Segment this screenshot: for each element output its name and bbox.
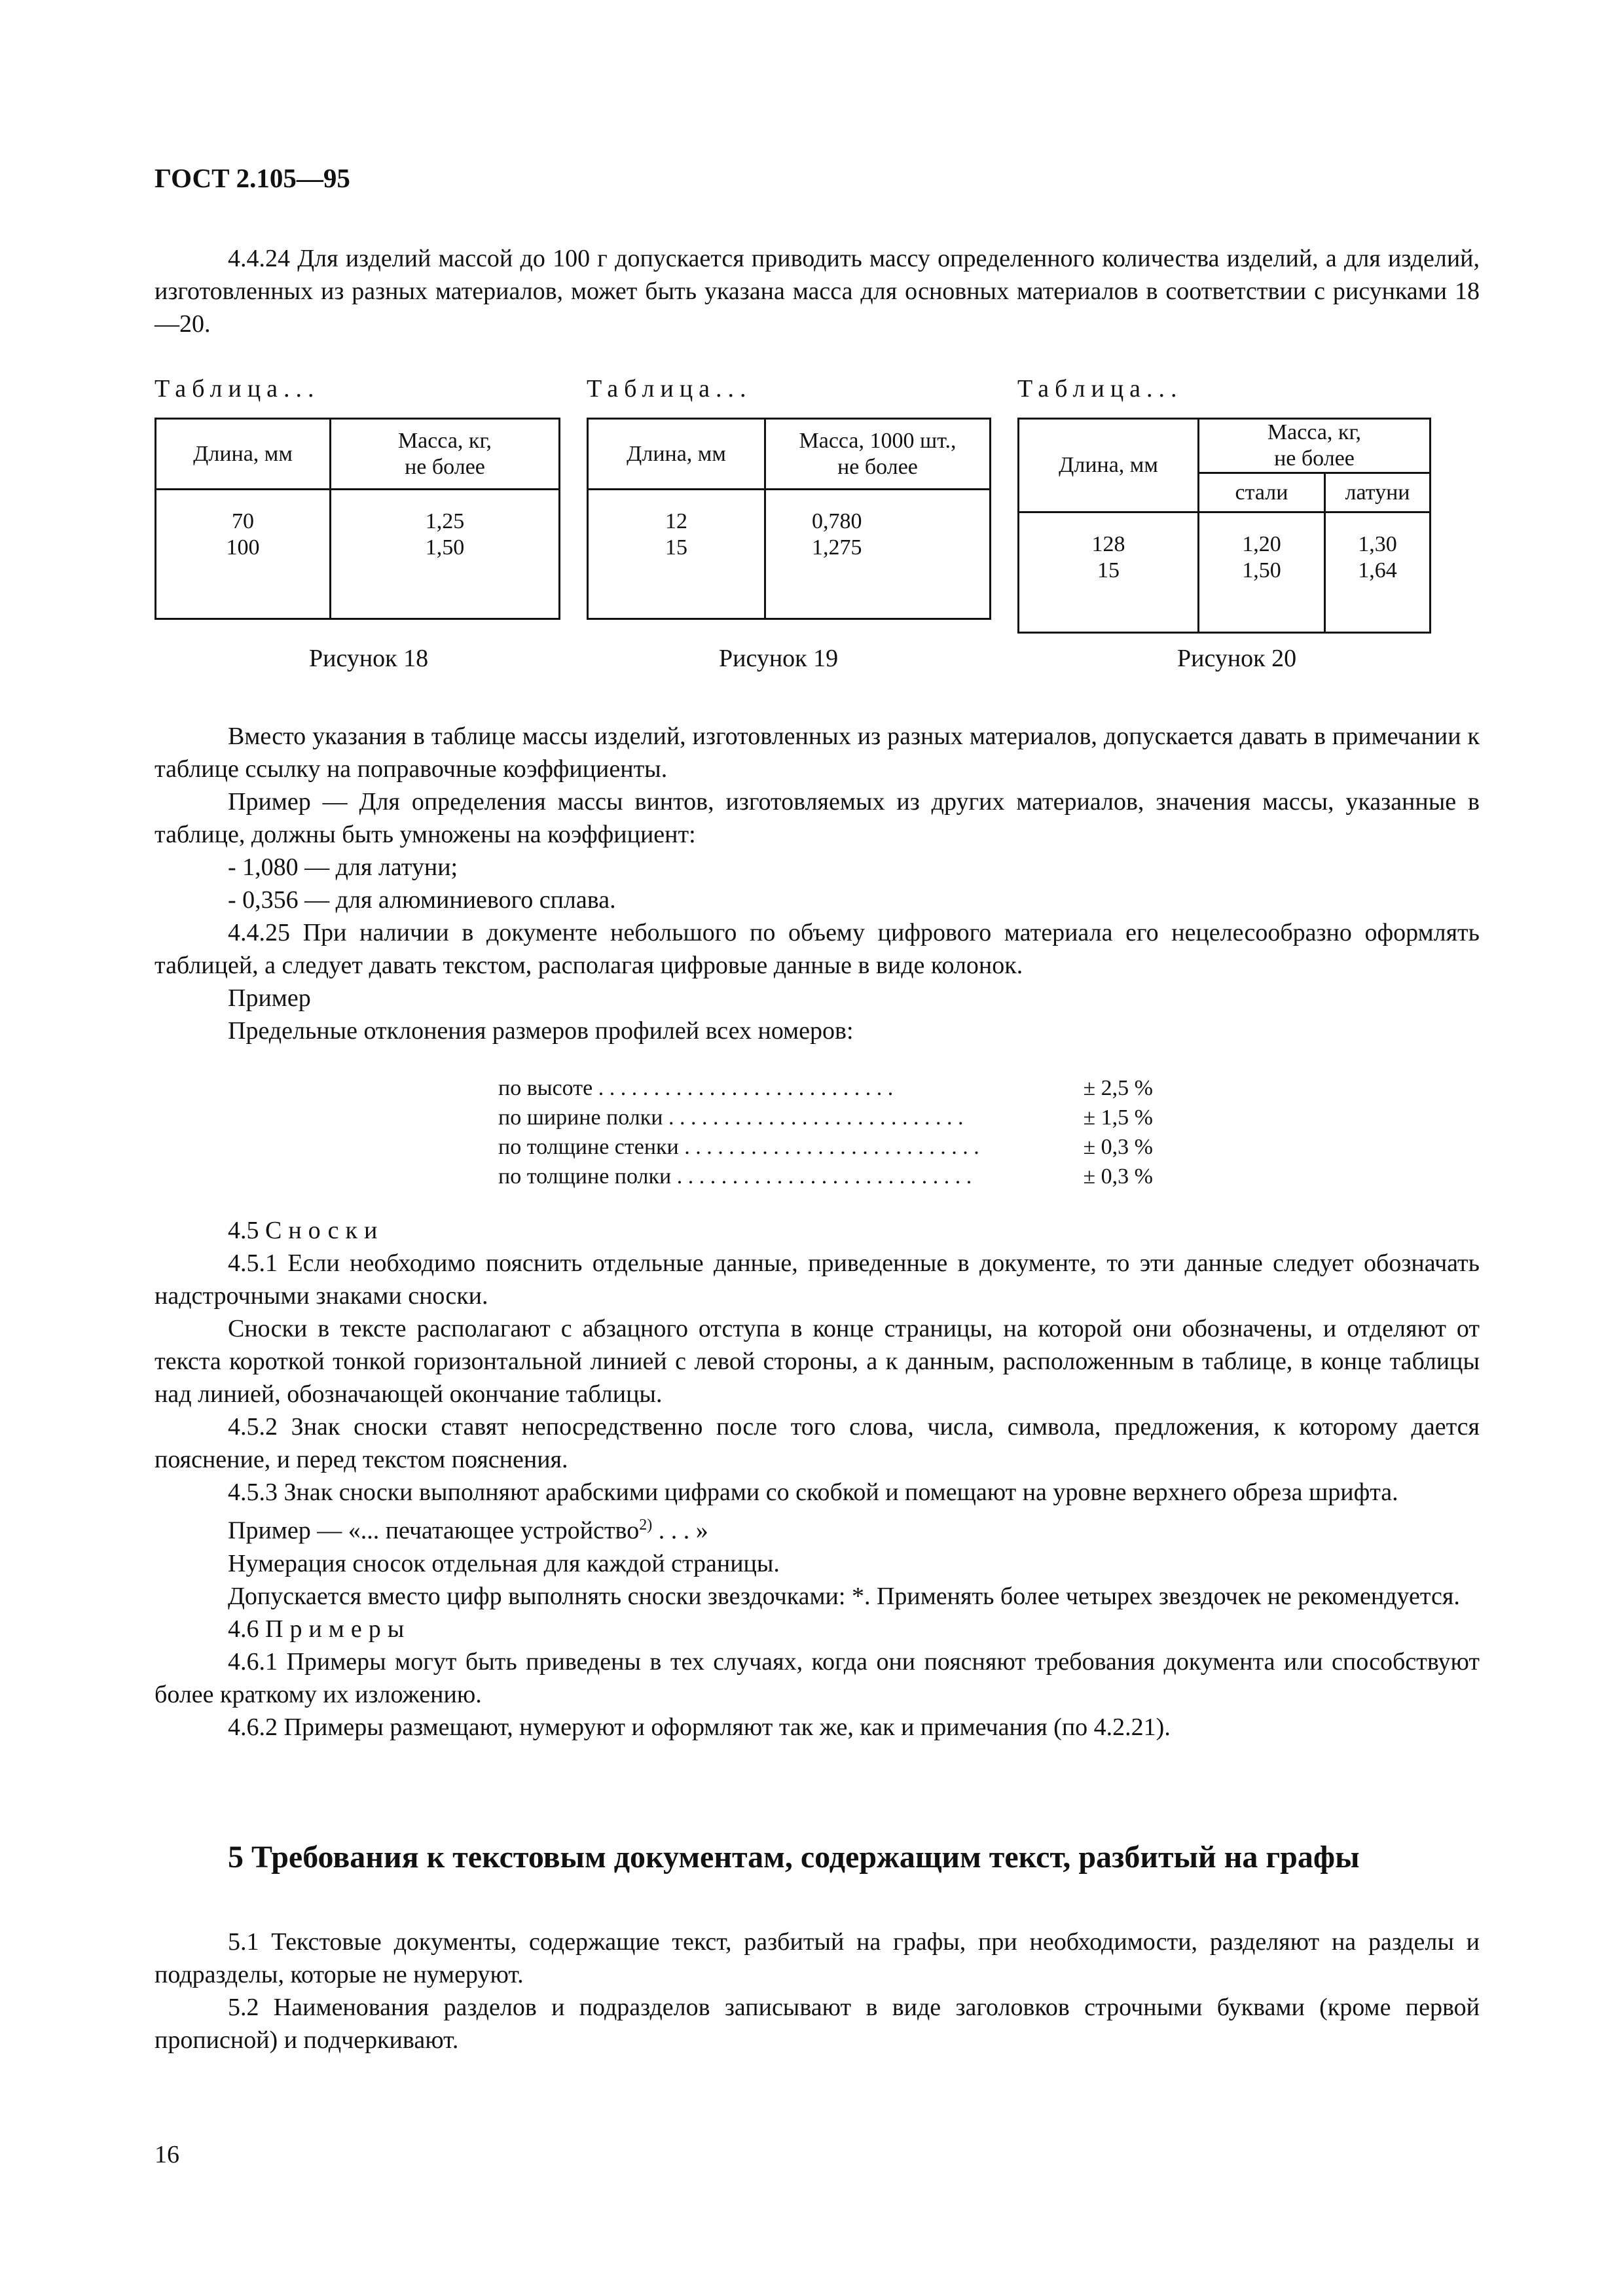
heading-4-5: 4.5 Сноски: [228, 1217, 384, 1244]
footnotes-and-examples-section: [155, 1214, 1480, 1744]
deviations-list: [498, 1073, 1153, 1191]
table-1-cell-length: 70 100: [156, 490, 331, 619]
paragraph-example-label: Пример: [228, 984, 311, 1012]
example-table-1: [155, 418, 560, 620]
paragraph-4-5-3: 4.5.3 Знак сноски выполняют арабскими цифрами со скобкой и помещают на уровне верхнего обреза шрифта.: [228, 1479, 1398, 1506]
paragraph-footnote-placement: Сноски в тексте располагают с абзацного отступа в конце страницы, на которой они обозначены, и отделяют от текста короткой тонкой горизонтальной линией с левой стороны, а к данным, расположенным в таблице, в конце таблицы над линией, обозначающей окончание таблицы.: [155, 1315, 1480, 1408]
table-3-header-length: Длина, мм: [1019, 419, 1199, 512]
deviation-row: [498, 1132, 1153, 1162]
deviation-value: ± 2,5 %: [1083, 1076, 1153, 1100]
deviation-row: [498, 1073, 1153, 1103]
deviation-value: ± 0,3 %: [1083, 1135, 1153, 1159]
deviation-row: [498, 1103, 1153, 1132]
paragraph-5-2: 5.2 Наименования разделов и подразделов записывают в виде заголовков строчными буквами (кроме первой прописной) и подчеркивают.: [155, 1994, 1480, 2054]
heading-4-6: 4.6 Примеры: [228, 1615, 411, 1643]
table-3-subheader-brass: латуни: [1325, 473, 1431, 512]
deviation-value: ± 0,3 %: [1083, 1164, 1153, 1189]
example-table-2: [587, 418, 991, 620]
deviation-label: по толщине полки . . . . . . . . . . . . . . . . . . . . . . . . . . .: [498, 1164, 972, 1189]
document-page: [155, 0, 1480, 2296]
paragraph-deviations-intro: Предельные отклонения размеров профилей всех номеров:: [228, 1017, 854, 1045]
example-table-3: [1017, 418, 1431, 634]
table-3-header-mass: Масса, кг, не более: [1199, 419, 1431, 473]
deviation-row: [498, 1162, 1153, 1191]
intro-section: [155, 242, 1480, 340]
paragraph-footnote-example: Пример — «... печатающее устройство$^{2)}$ . . . »: [228, 1516, 708, 1545]
list-item-brass: - 1,080 — для латуни;: [228, 853, 458, 881]
mass-note-section: [155, 720, 1480, 1047]
table-3-cell-length: 128 15: [1019, 512, 1199, 633]
table-3-cell-steel: 1,20 1,50: [1199, 512, 1325, 633]
document-header: ГОСТ 2.105—95: [155, 163, 350, 193]
paragraph-4-5-1: 4.5.1 Если необходимо пояснить отдельные данные, приведенные в документе, то эти данные следует обозначать надстрочными знаками сноски.: [155, 1249, 1480, 1310]
list-item-aluminium: - 0,356 — для алюминиевого сплава.: [228, 886, 616, 914]
deviation-value: ± 1,5 %: [1083, 1105, 1153, 1130]
table-caption-1: Таблица...: [155, 375, 320, 403]
deviation-label: по высоте . . . . . . . . . . . . . . . . . . . . . . . . . . .: [498, 1076, 894, 1100]
paragraph-mass-note: Вместо указания в таблице массы изделий, изготовленных из разных материалов, допускается давать в примечании к таблице ссылку на поправочные коэффициенты.: [155, 723, 1480, 783]
page-number: 16: [155, 2141, 179, 2168]
table-2-cell-mass: 0,780 1,275: [765, 490, 991, 619]
deviation-label: по ширине полки . . . . . . . . . . . . . . . . . . . . . . . . . . .: [498, 1105, 964, 1130]
paragraph-5-1: 5.1 Текстовые документы, содержащие текст, разбитый на графы, при необходимости, разделяют на разделы и подразделы, которые не нумеруют.: [155, 1928, 1480, 1988]
paragraph-4-4-24: 4.4.24 Для изделий массой до 100 г допускается приводить массу определенного количества изделий, а для изделий, изготовленных из разных материалов, может быть указана масса для основных материалов в соответствии с рисунками 18—20.: [155, 245, 1480, 338]
section-5-heading: 5 Требования к текстовым документам, содержащим текст, разбитый на графы: [228, 1840, 1360, 1874]
table-caption-3: Таблица...: [1017, 375, 1183, 403]
figure-caption-20: Рисунок 20: [1177, 645, 1297, 672]
paragraph-4-4-25: 4.4.25 При наличии в документе небольшого по объему цифрового материала его нецелесообразно оформлять таблицей, а следует давать текстом, располагая цифровые данные в виде колонок.: [155, 919, 1480, 979]
paragraph-footnote-stars: Допускается вместо цифр выполнять сноски звездочками: *. Применять более четырех звездочек не рекомендуется.: [228, 1582, 1460, 1610]
example-tables: [155, 374, 1480, 682]
paragraph-4-6-2: 4.6.2 Примеры размещают, нумеруют и оформляют так же, как и примечания (по 4.2.21).: [228, 1713, 1171, 1741]
paragraph-4-5-2: 4.5.2 Знак сноски ставят непосредственно после того слова, числа, символа, предложения, к которому дается пояснение, и перед текстом пояснения.: [155, 1413, 1480, 1473]
table-3-cell-brass: 1,30 1,64: [1325, 512, 1431, 633]
table-2-header-length: Длина, мм: [588, 419, 765, 490]
table-caption-2: Таблица...: [587, 375, 752, 403]
table-3-subheader-steel: стали: [1199, 473, 1325, 512]
paragraph-example-coefficients: Пример — Для определения массы винтов, изготовляемых из других материалов, значения массы, указанные в таблице, должны быть умножены на коэффициент:: [155, 788, 1480, 848]
table-1-cell-mass: 1,25 1,50: [331, 490, 560, 619]
table-1-header-length: Длина, мм: [156, 419, 331, 490]
paragraph-footnote-numbering: Нумерация сносок отдельная для каждой страницы.: [228, 1549, 780, 1577]
figure-caption-19: Рисунок 19: [719, 645, 839, 672]
table-2-cell-length: 12 15: [588, 490, 765, 619]
paragraph-4-6-1: 4.6.1 Примеры могут быть приведены в тех случаях, когда они поясняют требования документа или способствуют более краткому их изложению.: [155, 1647, 1480, 1708]
table-1-header-mass: Масса, кг, не более: [331, 419, 560, 490]
table-2-header-mass: Масса, 1000 шт., не более: [765, 419, 991, 490]
deviation-label: по толщине стенки . . . . . . . . . . . . . . . . . . . . . . . . . . .: [498, 1135, 979, 1159]
figure-caption-18: Рисунок 18: [309, 645, 429, 672]
section-5-body: [155, 1926, 1480, 2056]
